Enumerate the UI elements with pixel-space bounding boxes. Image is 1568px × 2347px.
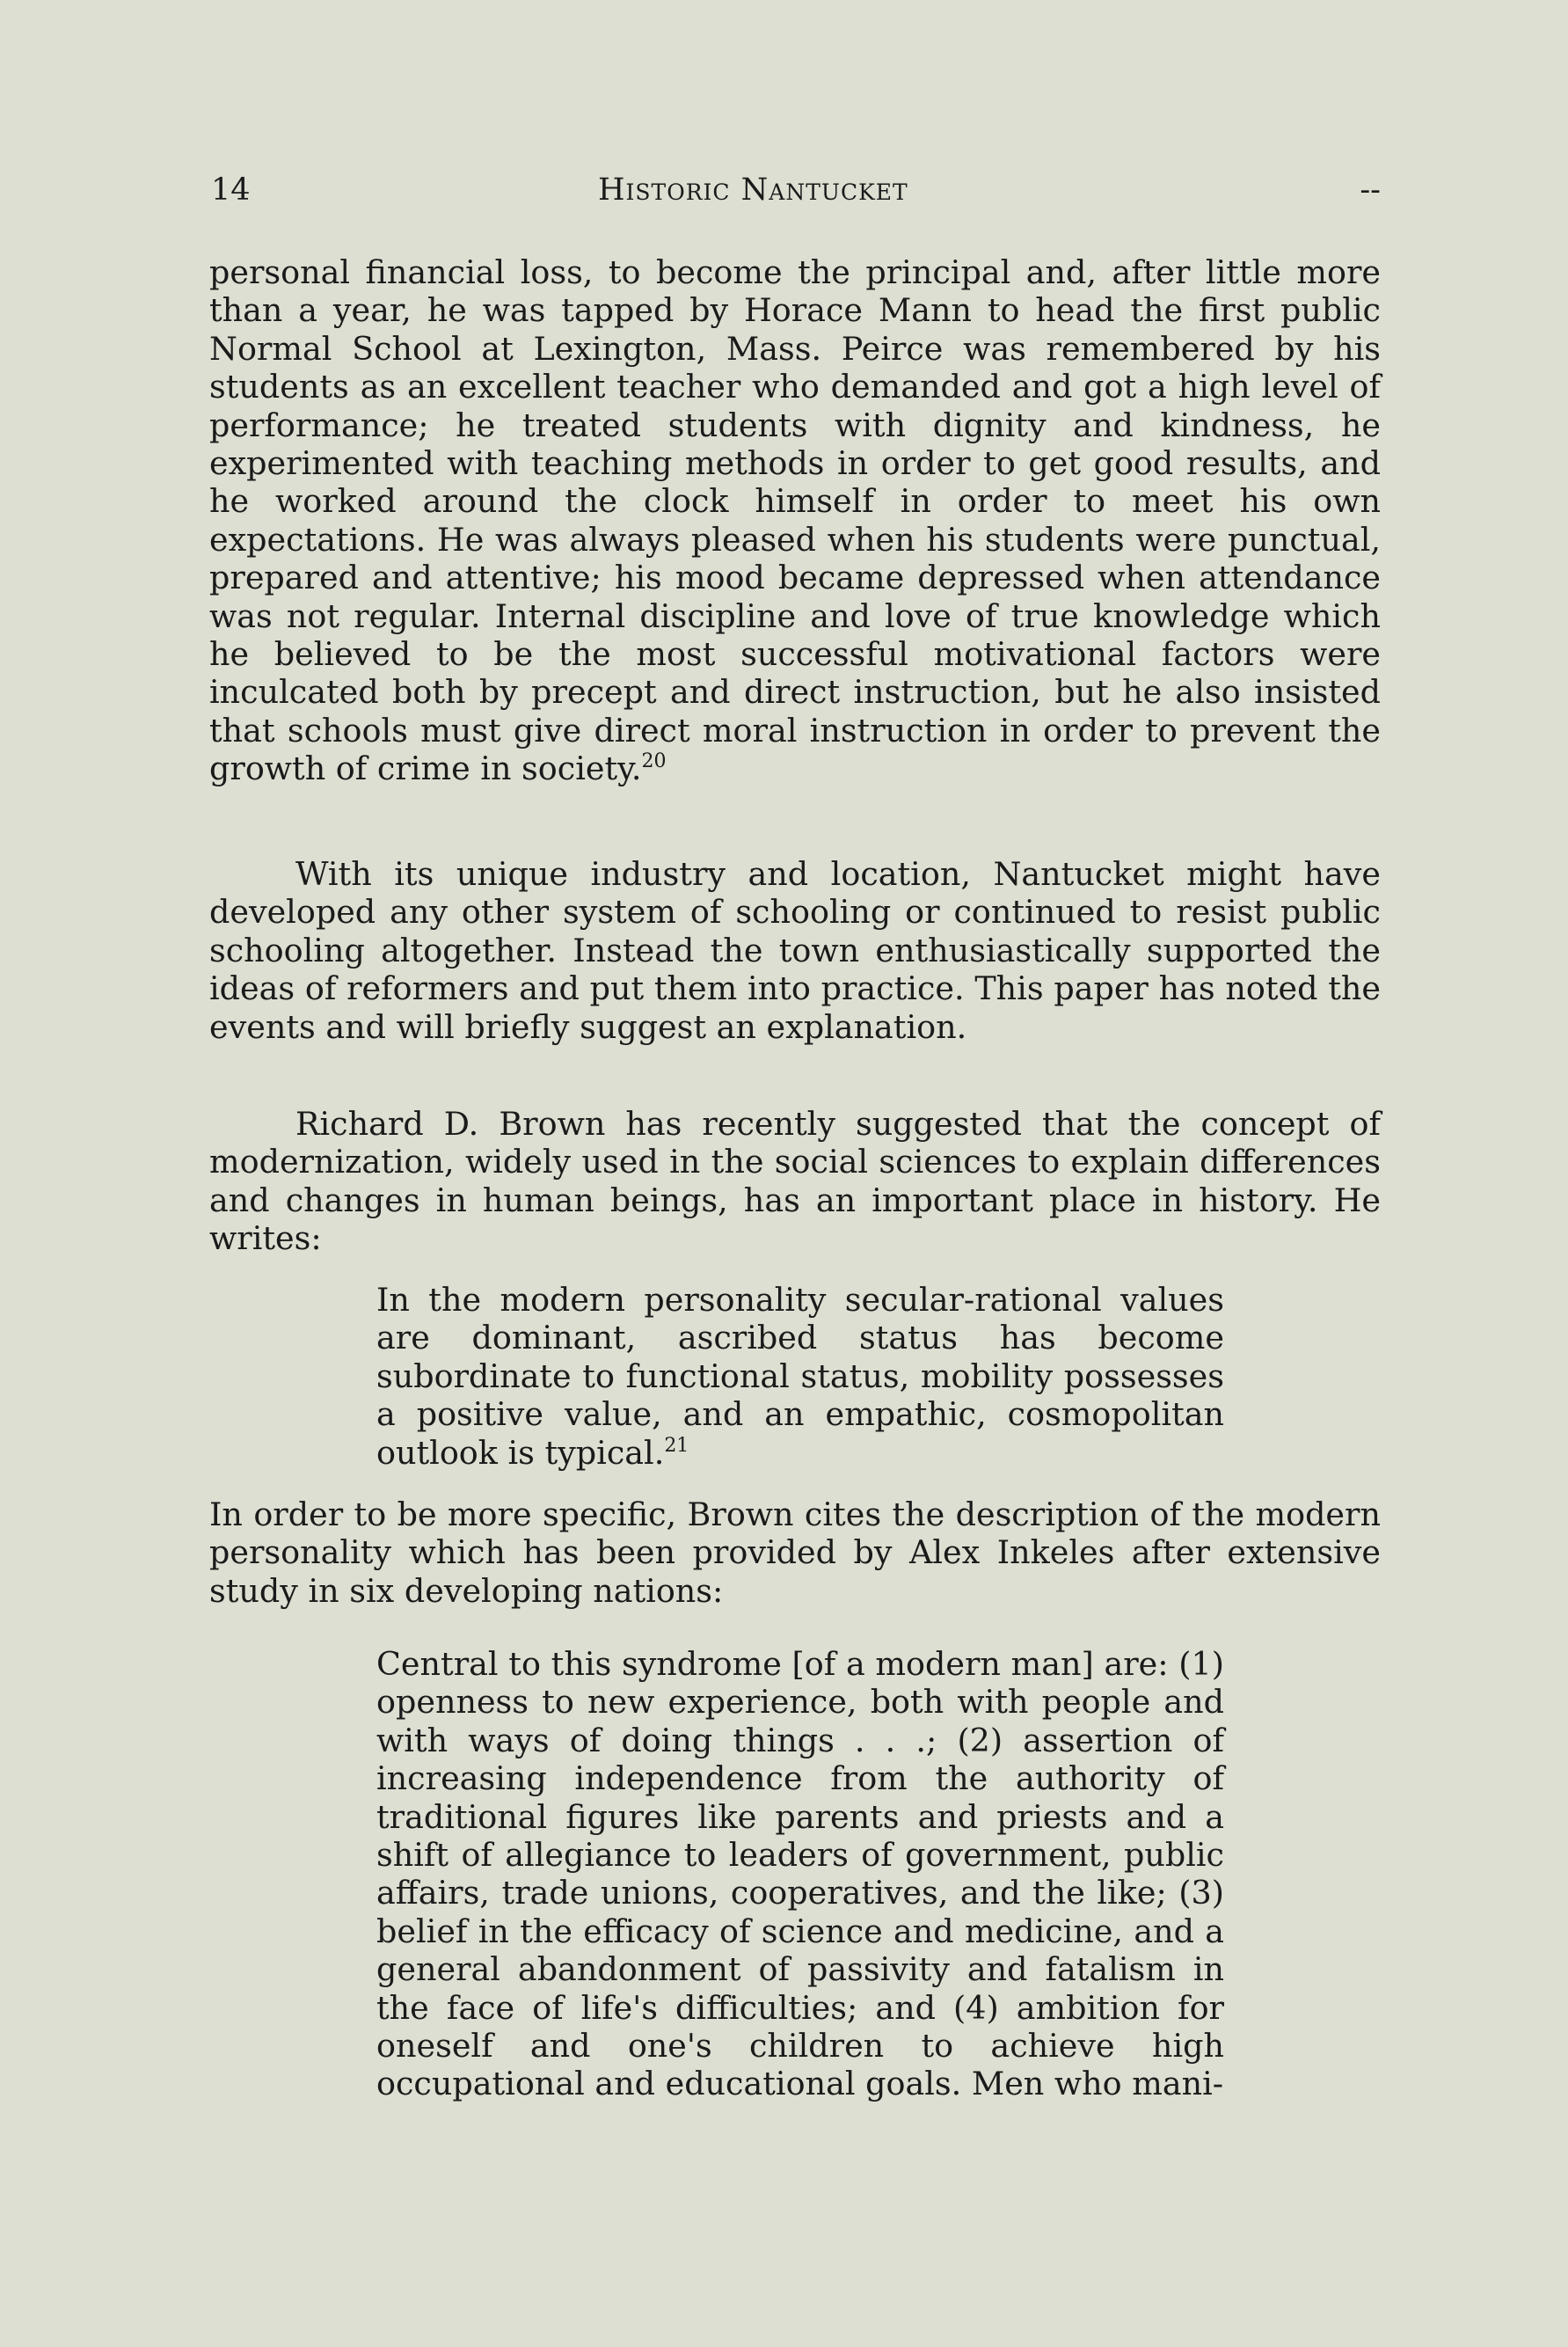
header-mark: -- bbox=[1360, 172, 1381, 208]
running-title: Historic Nantucket bbox=[598, 172, 908, 208]
paragraph-peirce bbox=[209, 253, 1381, 788]
page-header bbox=[211, 172, 1381, 211]
page-number: 14 bbox=[211, 172, 251, 208]
quote-text: In the modern personality secular-rational values are dominant, ascribed status has become subordinate to functional status, mobility possesses a positive value, and an empathic, cosmopolitan outlook is typical. bbox=[376, 1281, 1224, 1472]
block-quote-brown bbox=[376, 1281, 1224, 1472]
footnote-ref: 20 bbox=[641, 750, 667, 773]
footnote-ref: 21 bbox=[664, 1434, 689, 1457]
paragraph-nantucket-schooling: With its unique industry and location, Nantucket might have developed any other system of schooling or continued to resist public schooling altogether. Instead the town enthusiastically supported the ideas of reformers and put them into practice. This paper has noted the events and will briefly suggest an explanation. bbox=[209, 855, 1381, 1046]
paragraph-inkeles: In order to be more specific, Brown cites the description of the modern personality which has been provided by Alex Inkeles after extensive study in six developing nations: bbox=[209, 1495, 1381, 1610]
paragraph-text: personal financial loss, to become the principal and, after little more than a year, he was tapped by Horace Mann to head the first public Normal School at Lexington, Mass. Peirce was remembered by his students as an excellent teacher who demanded and got a high level of performance; he treated students with dignity and kindness, he experimented with teaching methods in order to get good results, and he worked around the clock himself in order to meet his own expectations. He was always pleased when his students were punctual, prepared and attentive; his mood became depressed when attendance was not regular. Internal discipline and love of true knowledge which he believed to be the most successful motivational factors were inculcated both by precept and direct instruction, but he also insisted that schools must give direct moral instruction in order to prevent the growth of crime in society. bbox=[209, 253, 1381, 788]
block-quote-inkeles: Central to this syndrome [of a modern man] are: (1) openness to new experience, both with people and with ways of doing things . . .; (2) assertion of increasing independence from the authority of traditional figures like parents and priests and a shift of allegiance to leaders of government, public affairs, trade unions, cooperatives, and the like; (3) belief in the efficacy of science and medicine, and a general abandonment of passivity and fatalism in the face of life's difficulties; and (4) ambition for oneself and one's children to achieve high occupational and educational goals. Men who mani- bbox=[376, 1645, 1224, 2103]
paragraph-brown-modernization: Richard D. Brown has recently suggested that the concept of modernization, widely used in the social sciences to explain differences and changes in human beings, has an important place in history. He writes: bbox=[209, 1105, 1381, 1258]
